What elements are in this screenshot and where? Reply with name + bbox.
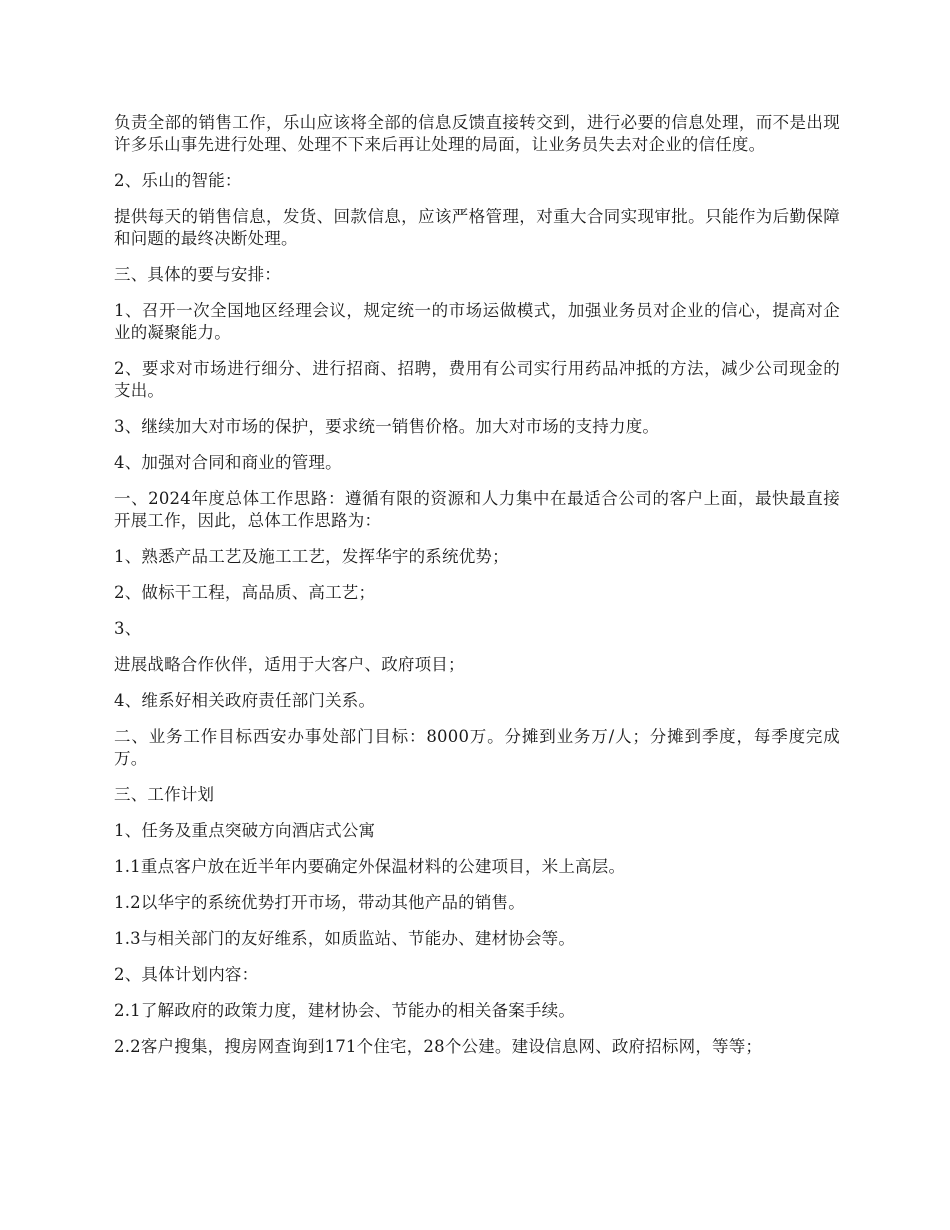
paragraph-20: 1.3与相关部门的友好维系，如质监站、节能办、建材协会等。 (114, 929, 576, 948)
paragraph-7: 3、继续加大对市场的保护，要求统一销售价格。加大对市场的支持力度。 (114, 417, 660, 436)
paragraph-23: 2.2客户搜集，搜房网查询到171个住宅，28个公建。建设信息网、政府招标网，等等； (114, 1037, 763, 1056)
paragraph-1: 负责全部的销售工作，乐山应该将全部的信息反馈直接转交到，进行必要的信息处理，而不是出现许多乐山事先进行处理、处理不下来后再让处理的局面，让业务员失去对企业的信任度。 (114, 113, 840, 154)
paragraph-8: 4、加强对合同和商业的管理。 (114, 453, 342, 472)
paragraph-6: 2、要求对市场进行细分、进行招商、招聘，费用有公司实行用药品冲抵的方法，减少公司现金的支出。 (114, 359, 840, 400)
paragraph-17: 1、任务及重点突破方向酒店式公寓 (114, 821, 376, 840)
paragraph-22: 2.1了解政府的政策力度，建材协会、节能办的相关备案手续。 (114, 1001, 576, 1020)
paragraph-4: 三、具体的要与安排： (114, 265, 281, 284)
paragraph-14: 4、维系好相关政府责任部门关系。 (114, 691, 376, 710)
paragraph-3: 提供每天的销售信息，发货、回款信息，应该严格管理，对重大合同实现审批。只能作为后勤保障和问题的最终决断处理。 (114, 207, 840, 248)
paragraph-21: 2、具体计划内容： (114, 965, 259, 984)
paragraph-10: 1、熟悉产品工艺及施工工艺，发挥华宇的系统优势； (114, 547, 509, 566)
paragraph-12: 3、 (114, 619, 142, 638)
paragraph-2: 2、乐山的智能： (114, 171, 242, 190)
paragraph-9: 一、2024年度总体工作思路：遵循有限的资源和人力集中在最适合公司的客户上面，最快最直接开展工作，因此，总体工作思路为： (114, 489, 840, 530)
paragraph-15: 二、业务工作目标西安办事处部门目标：8000万。分摊到业务万/人；分摊到季度，每季度完成万。 (114, 727, 840, 768)
document-page (114, 112, 840, 1072)
paragraph-13: 进展战略合作伙伴，适用于大客户、政府项目； (114, 655, 465, 674)
paragraph-5: 1、召开一次全国地区经理会议，规定统一的市场运做模式，加强业务员对企业的信心，提高对企业的凝聚能力。 (114, 301, 840, 342)
paragraph-11: 2、做标干工程，高品质、高工艺； (114, 583, 376, 602)
paragraph-18: 1.1重点客户放在近半年内要确定外保温材料的公建项目，米上高层。 (114, 857, 626, 876)
paragraph-19: 1.2以华宇的系统优势打开市场，带动其他产品的销售。 (114, 893, 525, 912)
paragraph-16: 三、工作计划 (114, 785, 215, 804)
